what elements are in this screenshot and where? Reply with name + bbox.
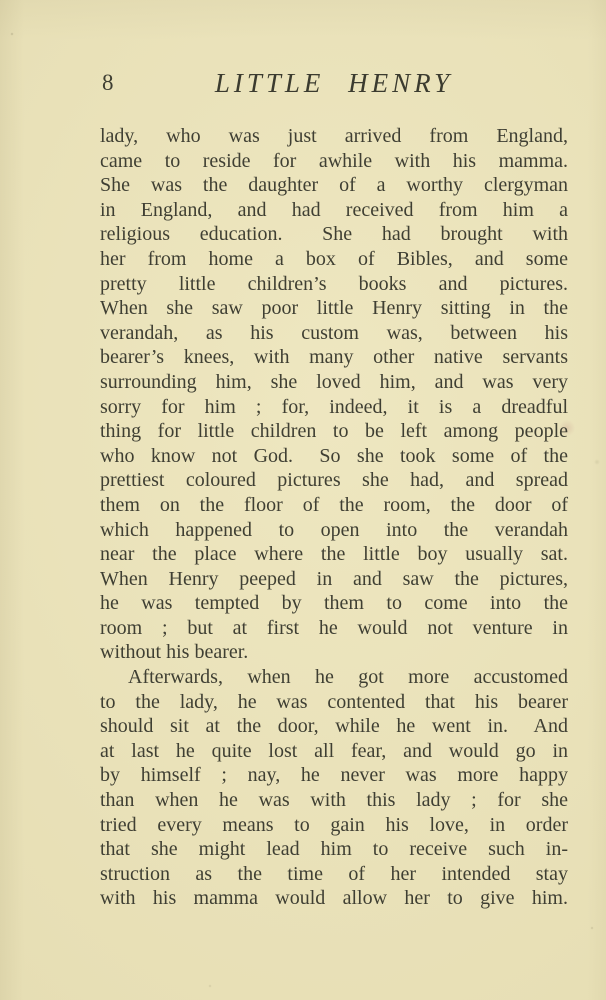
text-line: near the place where the little boy usually sat. <box>100 543 568 566</box>
text-line: should sit at the door, while he went in. And <box>100 715 568 738</box>
text-line: at last he quite lost all fear, and would go in <box>100 739 568 762</box>
text-line: thing for little children to be left among people <box>100 420 568 443</box>
text-line: by himself ; nay, he never was more happy <box>100 764 568 787</box>
text-line: that she might lead him to receive such in- <box>100 838 568 861</box>
paragraph <box>100 665 568 911</box>
text-line: tried every means to gain his love, in order <box>100 813 568 836</box>
text-line: which happened to open into the verandah <box>100 518 568 541</box>
text-line: with his mamma would allow her to give him. <box>100 887 568 910</box>
text-line: pretty little children’s books and pictures. <box>100 272 568 295</box>
text-line: them on the floor of the room, the door of <box>100 493 568 516</box>
text-line: who know not God. So she took some of the <box>100 444 568 467</box>
text-line: came to reside for awhile with his mamma. <box>100 149 568 172</box>
text-line: She was the daughter of a worthy clergyman <box>100 174 568 197</box>
text-line: than when he was with this lady ; for she <box>100 789 568 812</box>
text-line: Afterwards, when he got more accustomed <box>128 666 568 689</box>
text-line: bearer’s knees, with many other native servants <box>100 346 568 369</box>
text-line: lady, who was just arrived from England, <box>100 125 568 147</box>
text-line: When she saw poor little Henry sitting in the <box>100 297 568 320</box>
text-line: he was tempted by them to come into the <box>100 592 568 615</box>
page-number: 8 <box>102 70 114 95</box>
text-line: in England, and had received from him a <box>100 198 568 221</box>
text-line: to the lady, he was contented that his bearer <box>100 690 568 713</box>
text-line: religious education. She had brought with <box>100 223 568 246</box>
running-title: LITTLE HENRY <box>214 68 454 98</box>
paragraph <box>100 124 568 665</box>
running-head <box>100 66 568 100</box>
text-line: room ; but at first he would not venture in <box>100 616 568 639</box>
text-line: struction as the time of her intended stay <box>100 862 568 885</box>
text-line: When Henry peeped in and saw the pictures, <box>100 567 568 590</box>
text-line: surrounding him, she loved him, and was very <box>100 370 568 393</box>
text-line: prettiest coloured pictures she had, and spread <box>100 469 568 492</box>
text-line: without his bearer. <box>100 641 249 664</box>
text-line: sorry for him ; for, indeed, it is a dreadful <box>100 395 568 418</box>
page-body <box>100 124 568 911</box>
text-line: her from home a box of Bibles, and some <box>100 247 568 270</box>
text-line: verandah, as his custom was, between his <box>100 321 568 344</box>
